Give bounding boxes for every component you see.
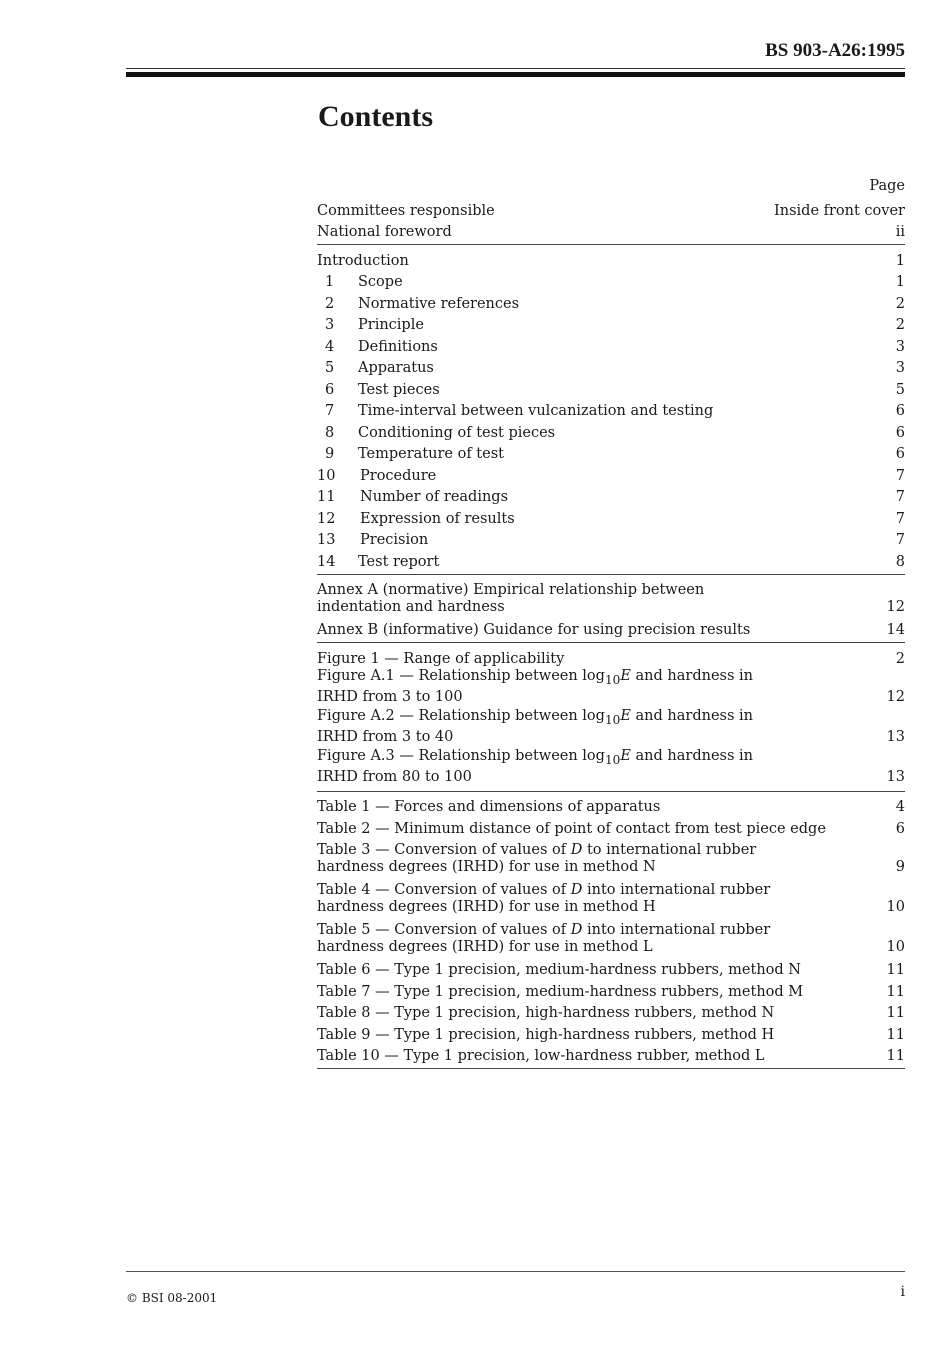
toc-entry-text: National foreword [317, 224, 452, 240]
toc-entry-page: 11 [886, 1005, 905, 1021]
toc-entry-text: Principle [358, 317, 424, 333]
toc-entry[interactable] [317, 442, 905, 464]
toc-entry[interactable] [317, 549, 905, 571]
toc-entry[interactable] [317, 748, 905, 786]
toc-entry-text: Conditioning of test pieces [358, 424, 556, 441]
variable: D [570, 841, 583, 858]
toc-entry-text-line2: hardness degrees (IRHD) for use in method L [317, 938, 653, 955]
toc-group-figures [317, 646, 905, 792]
toc-group-tables [317, 795, 905, 1070]
toc-entry[interactable] [317, 334, 905, 356]
footer-copyright: © BSI 08-2001 [126, 1291, 218, 1305]
table-of-contents [317, 178, 905, 1072]
clause-number: 10 [317, 467, 336, 484]
toc-entry[interactable] [317, 878, 905, 916]
toc-entry-text: Number of readings [360, 489, 509, 505]
toc-entry-text: Committees responsible [317, 202, 495, 219]
toc-entry[interactable] [317, 506, 905, 528]
clause-number: 9 [325, 446, 335, 462]
toc-entry-text: Expression of results [360, 510, 515, 527]
toc-entry-page: 12 [886, 598, 905, 615]
toc-entry-page: 11 [886, 1026, 905, 1043]
toc-entry-page: 8 [895, 553, 905, 570]
toc-entry-text: Annex A (normative) Empirical relationship between [317, 581, 705, 598]
toc-entry-text-line2: hardness degrees (IRHD) for use in method N [317, 858, 656, 875]
toc-entry-text-cont: and hardness in [630, 667, 753, 684]
toc-entry-page: 14 [886, 622, 905, 638]
subscript: 10 [604, 672, 621, 687]
toc-entry[interactable] [317, 838, 905, 876]
toc-entry[interactable] [317, 198, 905, 220]
toc-entry[interactable] [317, 420, 905, 442]
toc-entry-text-line2: IRHD from 80 to 100 [317, 768, 472, 785]
toc-entry-text: Table 6 — Type 1 precision, medium-hardness rubbers, method N [317, 962, 801, 978]
clause-number: 11 [317, 489, 336, 505]
toc-entry[interactable] [317, 618, 905, 640]
toc-entry-text-cont: to international rubber [582, 841, 757, 858]
toc-entry-page: 4 [895, 799, 905, 815]
toc-entry-page: 13 [886, 728, 905, 745]
clause-number: 6 [325, 381, 335, 398]
clause-number: 12 [317, 510, 336, 527]
toc-entry-page: 7 [895, 510, 905, 527]
page-column-label: Page [869, 178, 905, 194]
toc-entry-text: Apparatus [358, 360, 434, 376]
toc-entry[interactable] [317, 918, 905, 956]
toc-entry-page: 7 [895, 489, 905, 505]
toc-entry-text: Table 9 — Type 1 precision, high-hardness rubbers, method H [317, 1026, 775, 1043]
toc-entry[interactable] [317, 220, 905, 242]
toc-entry-text: Table 5 — Conversion of values of [317, 921, 571, 938]
toc-entry-page: 10 [886, 898, 905, 915]
toc-entry-page: 6 [895, 820, 905, 837]
toc-entry-page: 13 [886, 768, 905, 785]
variable: E [620, 747, 631, 764]
footer-page-number: i [900, 1284, 905, 1300]
toc-entry-page: 2 [895, 295, 905, 312]
toc-entry-text: Figure 1 — Range of applicability [317, 650, 565, 667]
toc-entry-text: Test pieces [358, 381, 440, 398]
toc-entry[interactable] [317, 958, 905, 980]
toc-entry-page: 7 [895, 532, 905, 548]
toc-entry-text: Figure A.2 — Relationship between log [317, 707, 605, 724]
toc-entry-text-cont: into international rubber [582, 921, 771, 938]
toc-entry-text: Temperature of test [358, 446, 504, 462]
toc-entry-page: 10 [886, 938, 905, 955]
toc-entry-page: 6 [895, 424, 905, 441]
toc-entry[interactable] [317, 270, 905, 292]
toc-entry-page: 1 [895, 252, 905, 269]
clause-number: 14 [317, 553, 336, 570]
toc-entry-text: Table 1 — Forces and dimensions of apparatus [317, 799, 661, 815]
clause-number: 5 [325, 360, 335, 376]
toc-entry-text: Table 7 — Type 1 precision, medium-hardness rubbers, method M [317, 983, 804, 1000]
toc-entry-text: Figure A.3 — Relationship between log [317, 747, 605, 764]
toc-entry-page: 6 [895, 446, 905, 462]
clause-number: 3 [325, 317, 335, 333]
toc-entry[interactable] [317, 377, 905, 399]
toc-entry-page: Inside front cover [774, 202, 905, 219]
standard-number: BS 903-A26:1995 [765, 40, 905, 61]
clause-number: 2 [325, 295, 335, 312]
toc-entry-page: 11 [886, 1048, 905, 1064]
subscript: 10 [604, 752, 621, 767]
toc-entry[interactable] [317, 248, 905, 270]
variable: E [620, 667, 631, 684]
toc-entry-text: Normative references [358, 295, 520, 312]
clause-number: 7 [325, 403, 335, 419]
toc-entry[interactable] [317, 578, 905, 616]
toc-entry[interactable] [317, 463, 905, 485]
toc-entry-page: 11 [886, 962, 905, 978]
toc-entry-text: Table 4 — Conversion of values of [317, 881, 571, 898]
footer-rule [126, 1271, 905, 1272]
header-rule-thick [126, 72, 905, 77]
toc-entry-text: Time-interval between vulcanization and testing [358, 403, 714, 419]
variable: E [620, 707, 631, 724]
toc-entry[interactable] [317, 356, 905, 378]
toc-entry-text: Procedure [360, 467, 437, 484]
toc-entry-text: Introduction [317, 252, 409, 269]
toc-entry-text: Table 8 — Type 1 precision, high-hardness rubbers, method N [317, 1005, 775, 1021]
toc-entry-page: 2 [895, 317, 905, 333]
toc-entry[interactable] [317, 668, 905, 706]
header-rule-thin [126, 68, 905, 69]
toc-entry[interactable] [317, 1001, 905, 1023]
toc-entry[interactable] [317, 1044, 905, 1066]
toc-entry-text: Table 3 — Conversion of values of [317, 841, 571, 858]
toc-entry-text: Test report [358, 553, 440, 570]
variable: D [570, 881, 583, 898]
toc-entry[interactable] [317, 485, 905, 507]
toc-entry-text-line2: indentation and hardness [317, 598, 505, 615]
toc-entry[interactable] [317, 979, 905, 1001]
toc-entry-text: Figure A.1 — Relationship between log [317, 667, 605, 684]
toc-entry[interactable] [317, 795, 905, 817]
variable: D [570, 921, 583, 938]
clause-number: 8 [325, 424, 335, 441]
clause-number: 13 [317, 532, 336, 548]
toc-entry-text: Table 10 — Type 1 precision, low-hardness rubber, method L [317, 1048, 765, 1064]
toc-entry[interactable] [317, 313, 905, 335]
toc-entry-page: 2 [895, 650, 905, 667]
toc-entry-page: 1 [895, 274, 905, 290]
toc-entry-text-cont: into international rubber [582, 881, 771, 898]
toc-group-annexes [317, 578, 905, 644]
toc-entry-text-cont: and hardness in [630, 707, 753, 724]
toc-entry-page: 7 [895, 467, 905, 484]
toc-entry-text-cont: and hardness in [630, 747, 753, 764]
toc-entry[interactable] [317, 291, 905, 313]
toc-entry-page: 3 [895, 338, 905, 355]
toc-entry-page: 3 [895, 360, 905, 376]
toc-entry-page: 6 [895, 403, 905, 419]
toc-entry-page: 11 [886, 983, 905, 1000]
toc-entry-text: Precision [360, 532, 429, 548]
toc-entry-text-line2: hardness degrees (IRHD) for use in method H [317, 898, 656, 915]
toc-entry-page: 5 [895, 381, 905, 398]
toc-entry-text-line2: IRHD from 3 to 40 [317, 728, 454, 745]
toc-entry-text: Table 2 — Minimum distance of point of contact from test piece edge [317, 820, 826, 837]
toc-entry-text-line2: IRHD from 3 to 100 [317, 688, 463, 705]
clause-number: 4 [325, 338, 335, 355]
subscript: 10 [604, 712, 621, 727]
page-title: Contents [318, 100, 434, 133]
toc-entry[interactable] [317, 528, 905, 550]
toc-entry[interactable] [317, 1022, 905, 1044]
toc-entry[interactable] [317, 399, 905, 421]
clause-number: 1 [325, 274, 335, 290]
toc-group-clauses [317, 248, 905, 575]
toc-group-front [317, 198, 905, 245]
toc-entry[interactable] [317, 816, 905, 838]
toc-entry[interactable] [317, 708, 905, 746]
toc-entry-page: ii [895, 224, 905, 240]
toc-entry-text: Scope [358, 274, 403, 290]
toc-entry-page: 12 [886, 688, 905, 705]
toc-entry-text: Annex B (informative) Guidance for using precision results [317, 622, 751, 638]
toc-entry-page: 9 [895, 858, 905, 875]
toc-entry-text: Definitions [358, 338, 438, 355]
toc-entry[interactable] [317, 646, 905, 668]
